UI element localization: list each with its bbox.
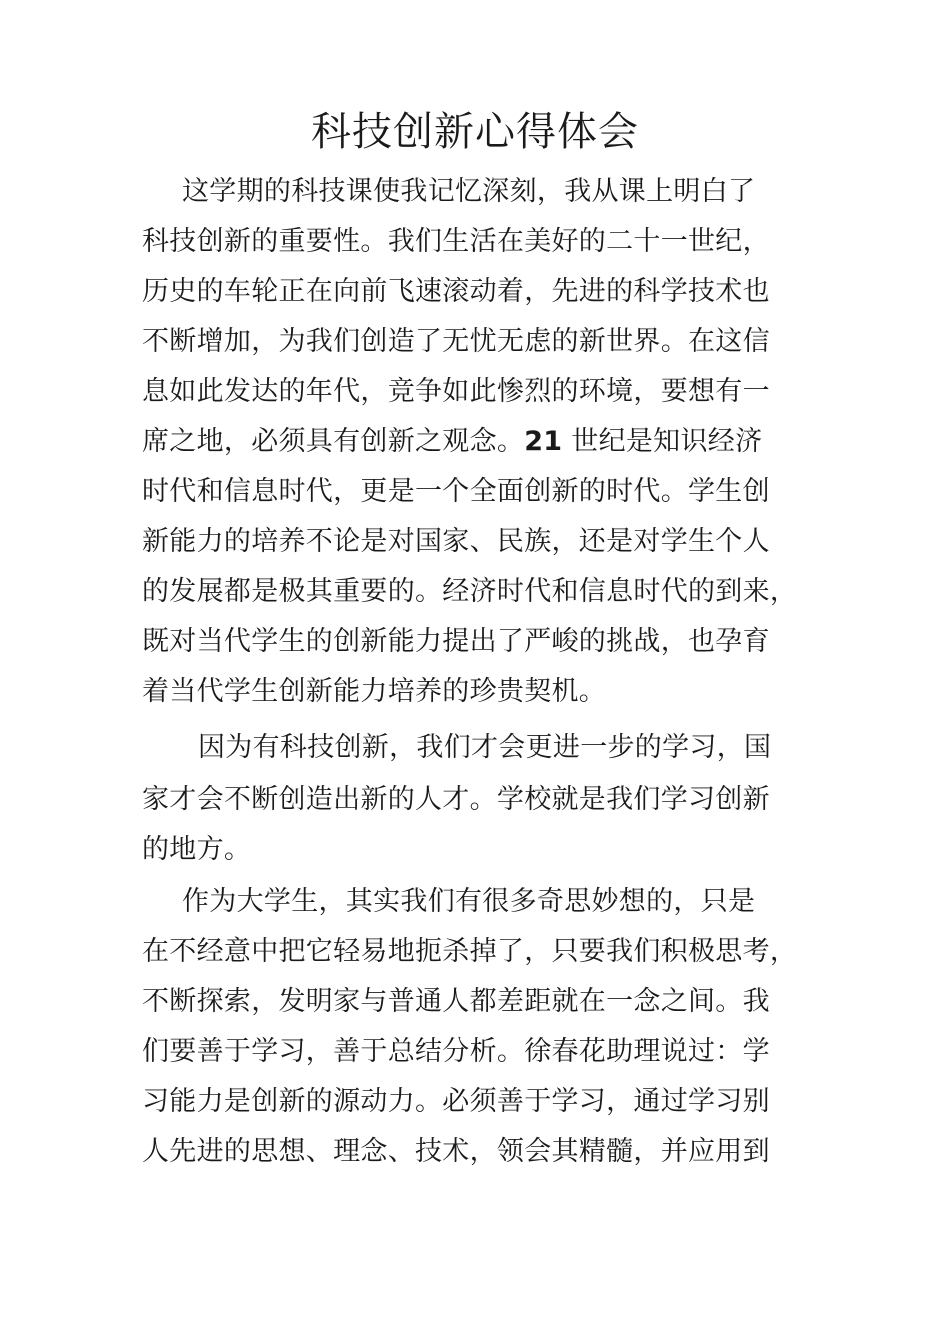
paragraph-line: 时代和信息时代，更是一个全面创新的时代。学生创 — [142, 476, 770, 507]
paragraph-line: 着当代学生创新能力培养的珍贵契机。 — [142, 676, 607, 707]
paragraph-line: 不断探索，发明家与普通人都差距就在一念之间。我 — [142, 986, 770, 1017]
paragraph-line: 不断增加，为我们创造了无忧无虑的新世界。在这信 — [142, 326, 770, 357]
document-title: 科技创新心得体会 — [311, 109, 639, 155]
paragraph-line: 在不经意中把它轻易地扼杀掉了，只要我们积极思考， — [142, 936, 798, 967]
paragraph-line: 既对当代学生的创新能力提出了严峻的挑战，也孕育 — [142, 626, 770, 657]
paragraph-line: 息如此发达的年代，竞争如此惨烈的环境，要想有一 — [142, 376, 770, 407]
paragraph-line: 们要善于学习，善于总结分析。徐春花助理说过：学 — [142, 1036, 770, 1067]
paragraph-line-text: 世纪是知识经济 — [562, 426, 763, 457]
paragraph-line: 科技创新的重要性。我们生活在美好的二十一世纪， — [142, 226, 770, 257]
paragraph-line: 这学期的科技课使我记忆深刻，我从课上明白了 — [182, 176, 756, 207]
paragraph-line: 人先进的思想、理念、技术，领会其精髓，并应用到 — [142, 1136, 770, 1167]
paragraph-line — [142, 422, 762, 462]
paragraph-line-text: 席之地，必须具有创新之观念。 — [142, 426, 525, 457]
paragraph-line: 的地方。 — [142, 834, 252, 865]
century-number: 21 — [524, 426, 563, 457]
paragraph-line: 习能力是创新的源动力。必须善于学习，通过学习别 — [142, 1086, 770, 1117]
paragraph-line: 家才会不断创造出新的人才。学校就是我们学习创新 — [142, 784, 770, 815]
paragraph-line: 作为大学生，其实我们有很多奇思妙想的，只是 — [182, 886, 756, 917]
paragraph-line: 因为有科技创新，我们才会更进一步的学习，国 — [198, 732, 772, 763]
paragraph-line: 的发展都是极其重要的。经济时代和信息时代的到来， — [142, 576, 798, 607]
paragraph-line: 新能力的培养不论是对国家、民族，还是对学生个人 — [142, 526, 770, 557]
paragraph-line: 历史的车轮正在向前飞速滚动着，先进的科学技术也 — [142, 276, 770, 307]
